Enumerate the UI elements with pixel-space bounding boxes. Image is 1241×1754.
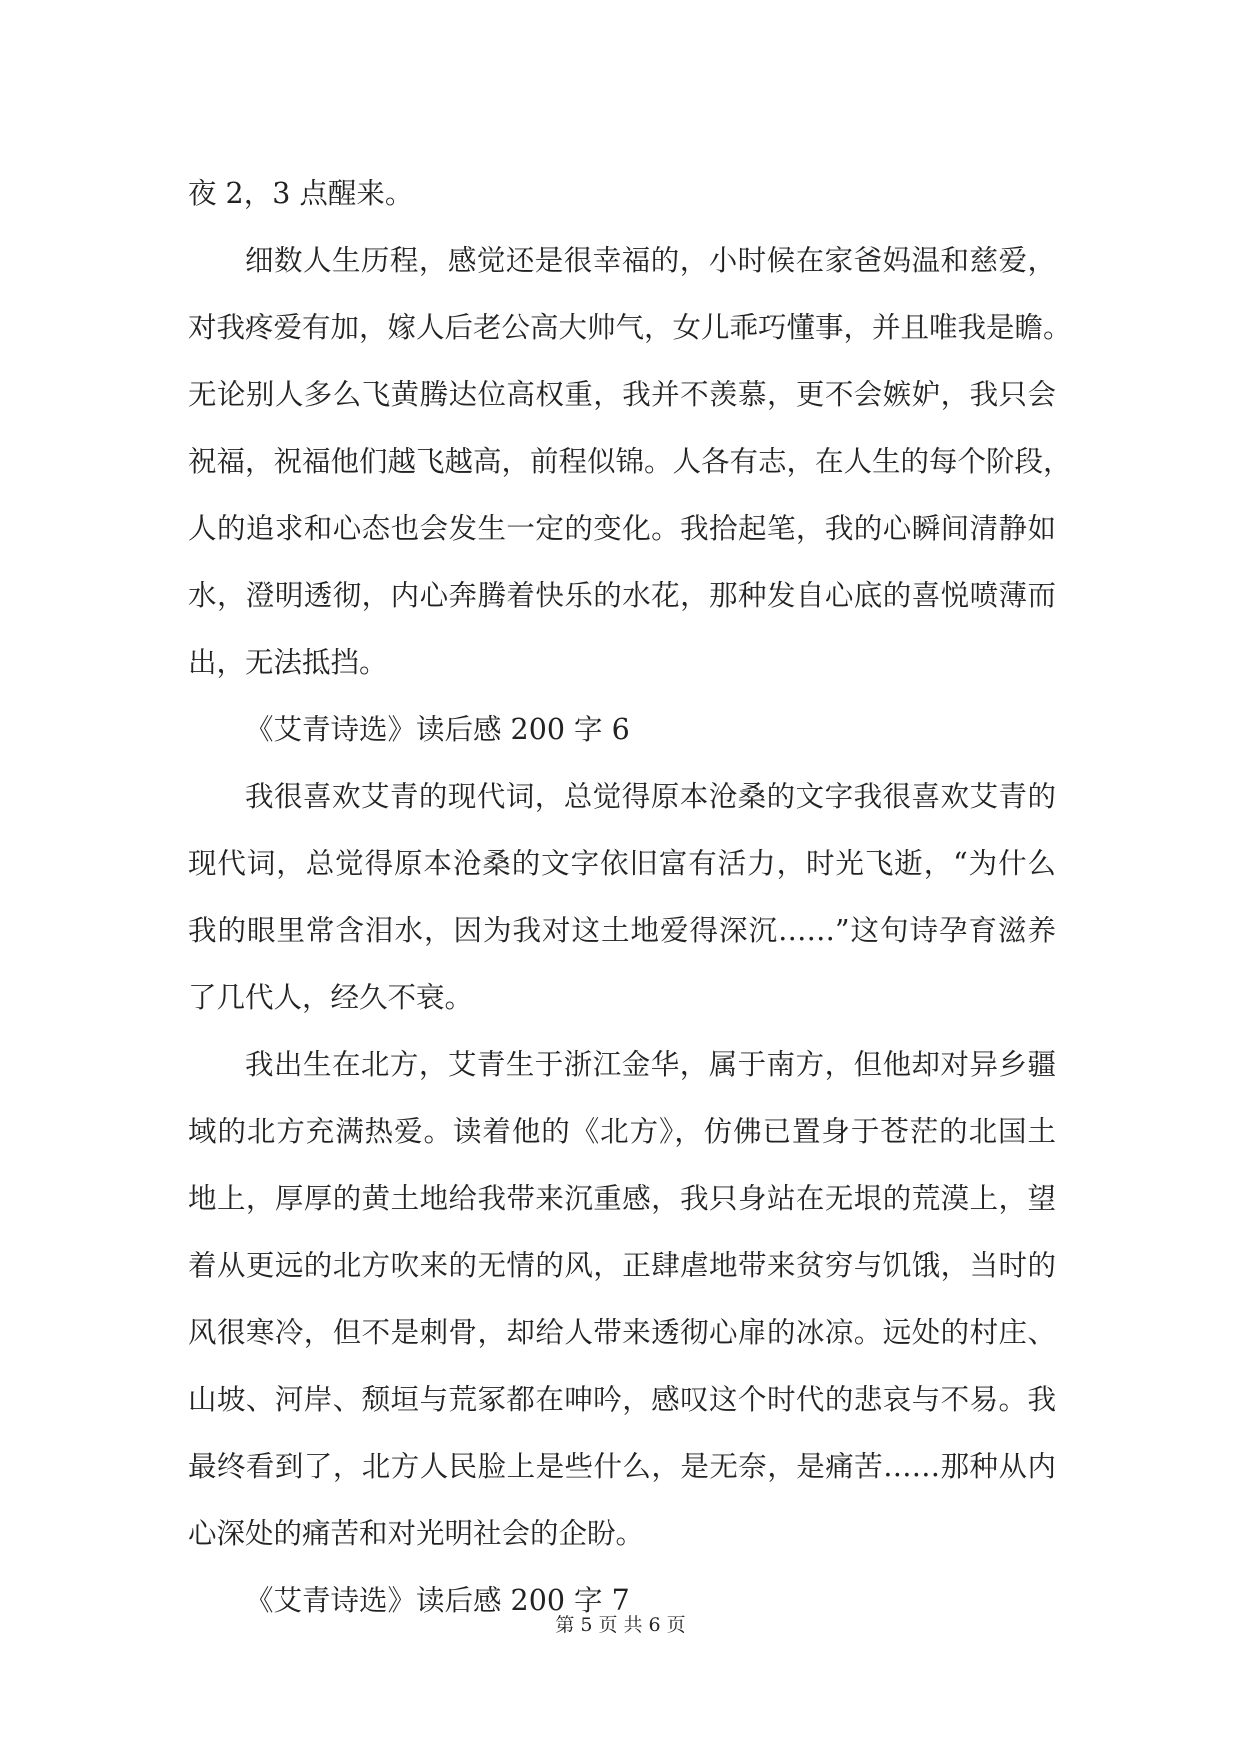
text-line: 域的北方充满热爱。读着他的《北方》，仿佛已置身于苍茫的北国土 [188,1115,1056,1148]
text-line: 水，澄明透彻，内心奔腾着快乐的水花，那种发自心底的喜悦喷薄而 [188,579,1056,612]
text-line: 《艾青诗选》读后感 200 字 7 [245,1584,630,1617]
text-line: 我很喜欢艾青的现代词，总觉得原本沧桑的文字我很喜欢艾青的 [245,780,1056,813]
text-line: 人的追求和心态也会发生一定的变化。我拾起笔，我的心瞬间清静如 [188,512,1056,545]
text-line: 着从更远的北方吹来的无情的风，正肆虐地带来贫穷与饥饿，当时的 [188,1249,1056,1282]
text-line: 我出生在北方，艾青生于浙江金华，属于南方，但他却对异乡疆 [245,1048,1056,1081]
text-line: 现代词，总觉得原本沧桑的文字依旧富有活力，时光飞逝，“为什么 [188,847,1056,880]
text-line: 出，无法抵挡。 [188,646,388,679]
text-line: 《艾青诗选》读后感 200 字 6 [245,713,630,746]
text-line: 地上，厚厚的黄土地给我带来沉重感，我只身站在无垠的荒漠上，望 [188,1182,1056,1215]
text-line: 祝福，祝福他们越飞越高，前程似锦。人各有志，在人生的每个阶段， [188,445,1072,478]
text-line: 风很寒冷，但不是刺骨，却给人带来透彻心扉的冰凉。远处的村庄、 [188,1316,1056,1349]
document-body [188,160,1072,1634]
text-line: 心深处的痛苦和对光明社会的企盼。 [188,1517,645,1550]
text-line: 最终看到了，北方人民脸上是些什么，是无奈，是痛苦……那种从内 [188,1450,1056,1483]
text-line: 夜 2，3 点醒来。 [188,177,414,210]
text-line: 无论别人多么飞黄腾达位高权重，我并不羡慕，更不会嫉妒，我只会 [188,378,1056,411]
text-line: 山坡、河岸、颓垣与荒冢都在呻吟，感叹这个时代的悲哀与不易。我 [188,1383,1056,1416]
text-line: 对我疼爱有加，嫁人后老公高大帅气，女儿乖巧懂事，并且唯我是瞻。 [188,311,1072,344]
text-line: 细数人生历程，感觉还是很幸福的，小时候在家爸妈温和慈爱， [245,244,1056,277]
page-footer: 第 5 页 共 6 页 [555,1614,686,1636]
text-line: 我的眼里常含泪水，因为我对这土地爱得深沉……”这句诗孕育滋养 [188,914,1056,947]
text-line: 了几代人，经久不衰。 [188,981,474,1014]
